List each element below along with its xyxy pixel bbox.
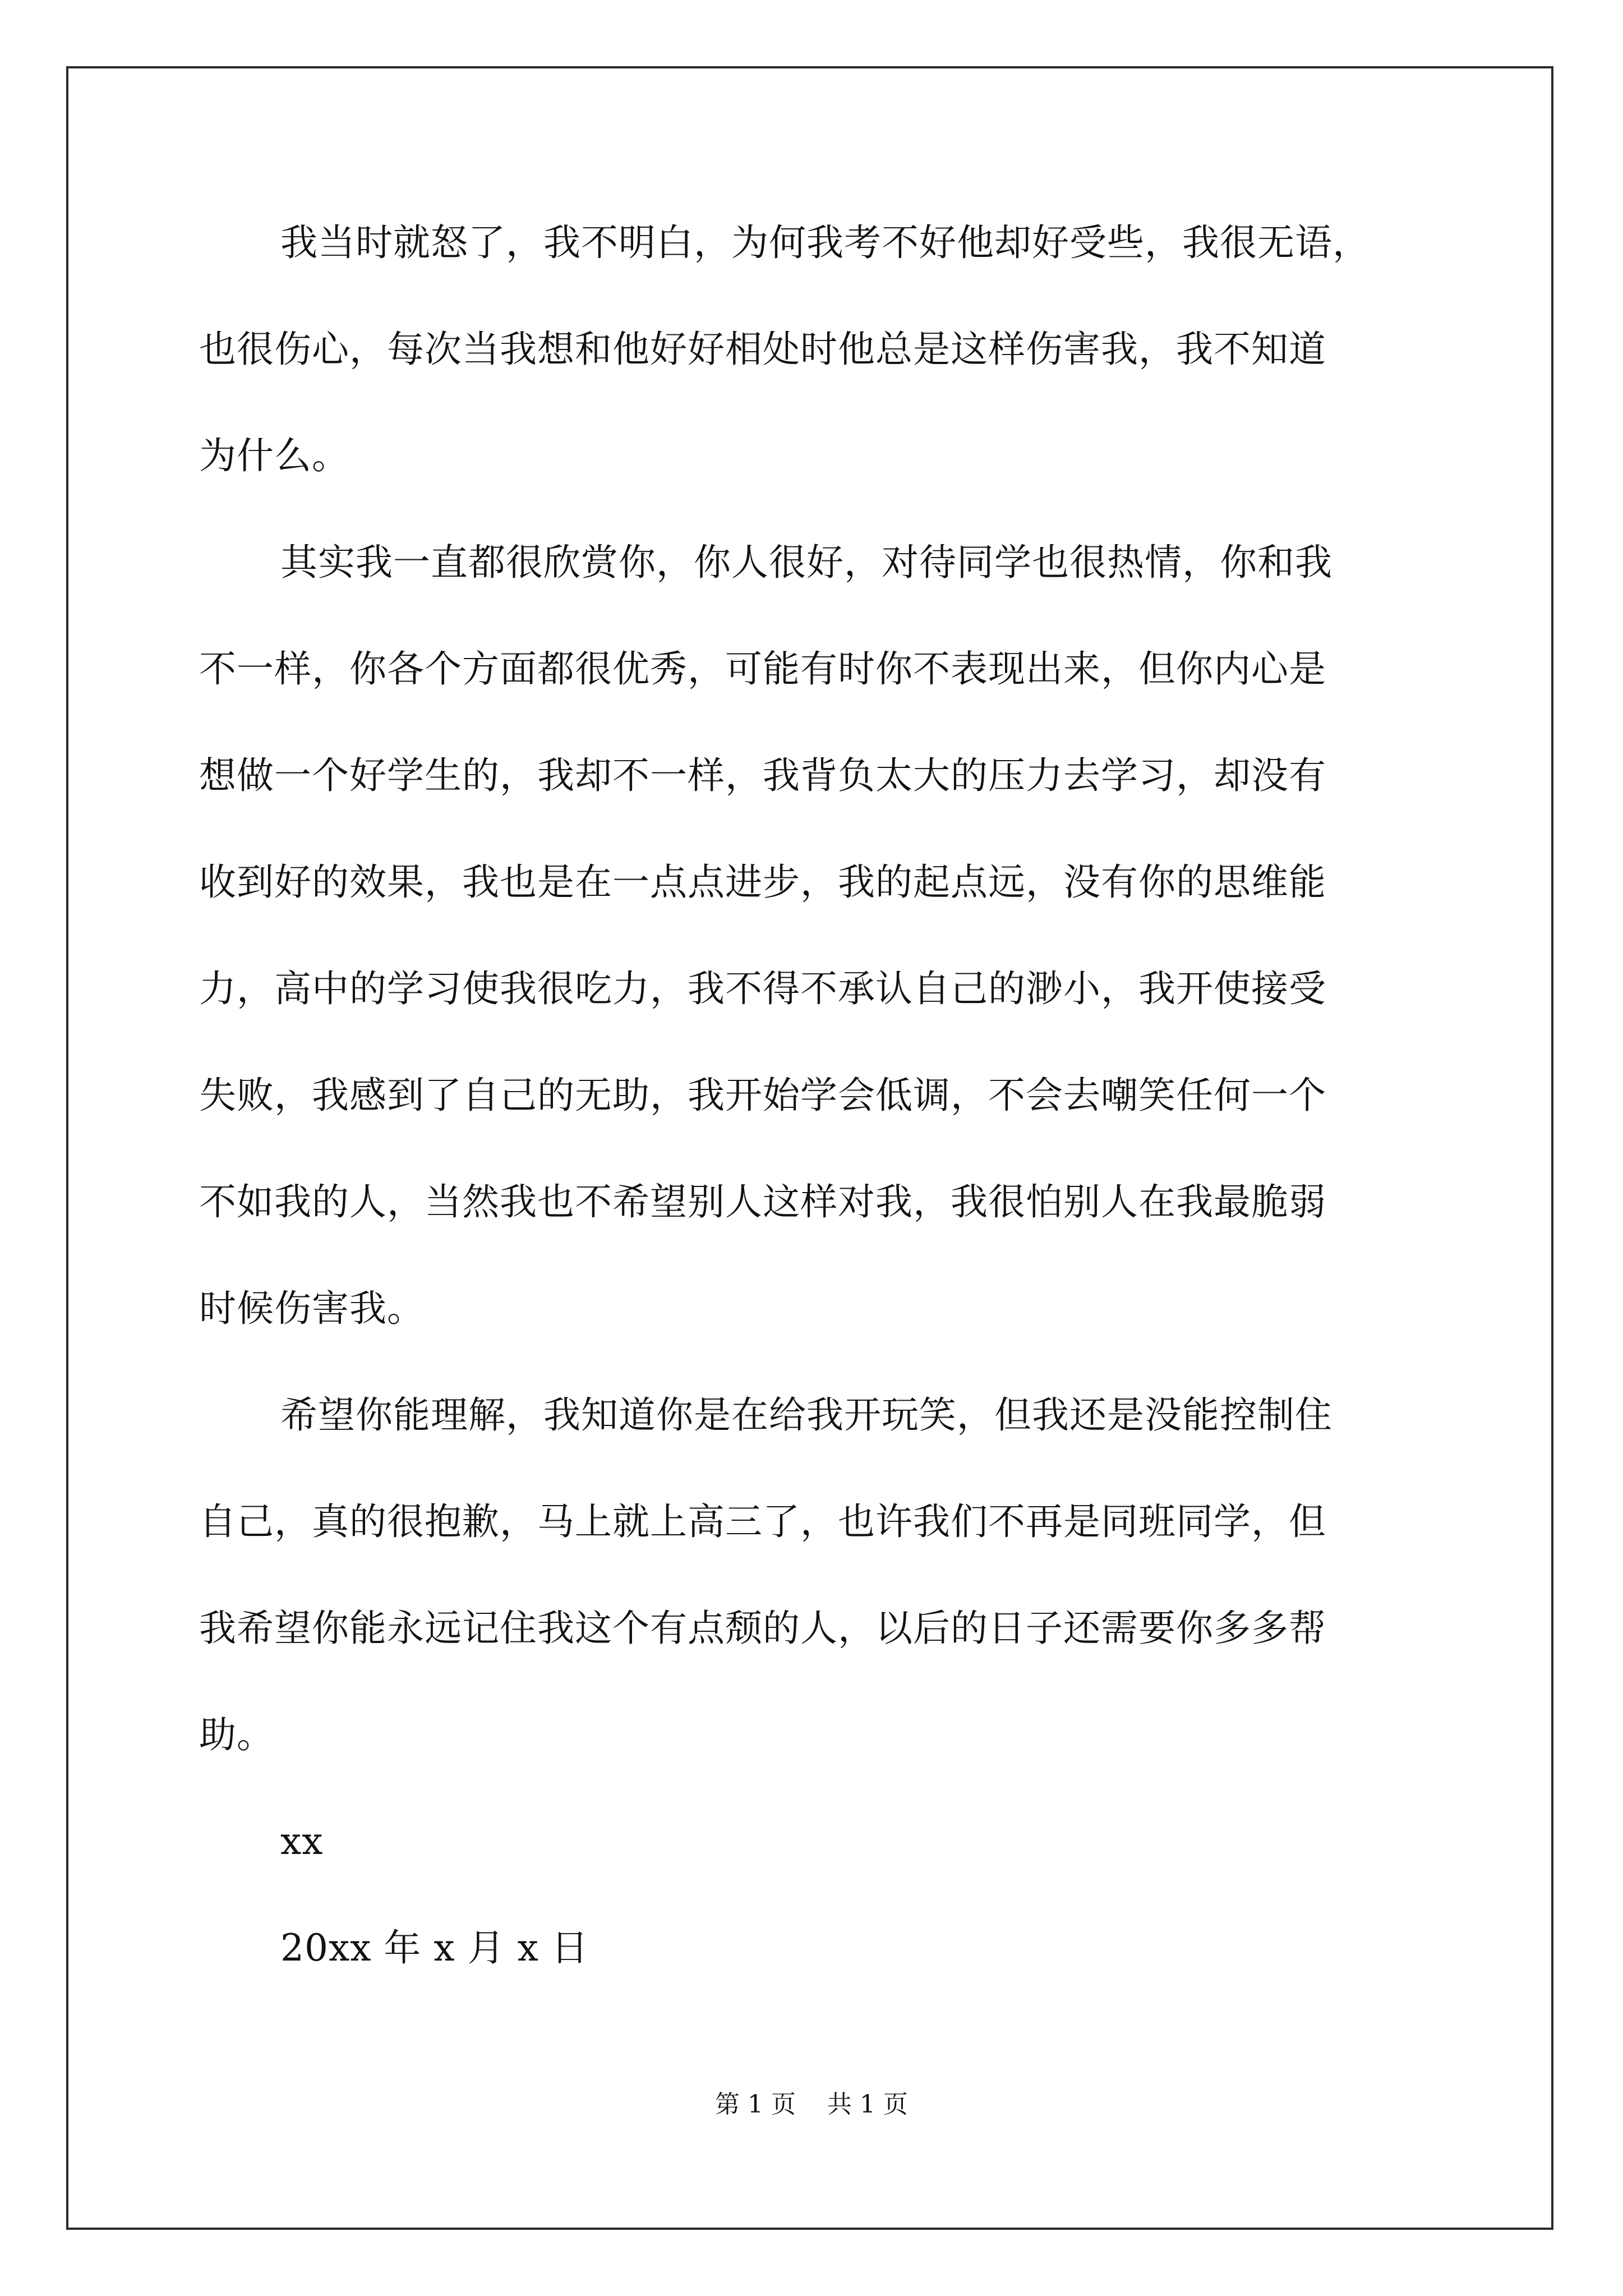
paragraph-3-line-3: 我希望你能永远记住我这个有点颓的人，以后的日子还需要你多多帮 — [199, 1607, 1326, 1650]
signature: xx — [280, 1820, 324, 1863]
page-border — [66, 66, 1553, 2230]
paragraph-2-line-3: 想做一个好学生的，我却不一样，我背负太大的压力去学习，却没有 — [199, 754, 1326, 797]
paragraph-1-line-1: 我当时就怒了，我不明白，为何我考不好他却好受些，我很无语， — [280, 221, 1370, 264]
paragraph-2-line-5: 力，高中的学习使我很吃力，我不得不承认自己的渺小，我开使接受 — [199, 967, 1326, 1010]
paragraph-1-line-2: 也很伤心，每次当我想和他好好相处时他总是这样伤害我，我不知道 — [199, 328, 1326, 371]
paragraph-3-line-4: 助。 — [199, 1713, 274, 1756]
paragraph-2-line-1: 其实我一直都很欣赏你，你人很好，对待同学也很热情，你和我 — [280, 541, 1332, 584]
paragraph-3-line-2: 自己，真的很抱歉，马上就上高三了，也许我们不再是同班同学，但 — [199, 1500, 1326, 1543]
paragraph-2-line-6: 失败，我感到了自己的无助，我开始学会低调，不会去嘲笑任何一个 — [199, 1074, 1326, 1117]
paragraph-1-line-3: 为什么。 — [199, 434, 349, 477]
paragraph-3-line-1: 希望你能理解，我知道你是在给我开玩笑，但我还是没能控制住 — [280, 1393, 1332, 1437]
page-footer: 第 1 页 共 1 页 — [715, 2090, 908, 2119]
paragraph-2-line-2: 不一样，你各个方面都很优秀，可能有时你不表现出来，但你内心是 — [199, 647, 1326, 691]
paragraph-2-line-8: 时候伤害我。 — [199, 1287, 425, 1330]
date: 20xx 年 x 月 x 日 — [280, 1926, 589, 1970]
paragraph-2-line-7: 不如我的人，当然我也不希望别人这样对我，我很怕别人在我最脆弱 — [199, 1180, 1326, 1223]
paragraph-2-line-4: 收到好的效果，我也是在一点点进步，我的起点远，没有你的思维能 — [199, 861, 1326, 904]
